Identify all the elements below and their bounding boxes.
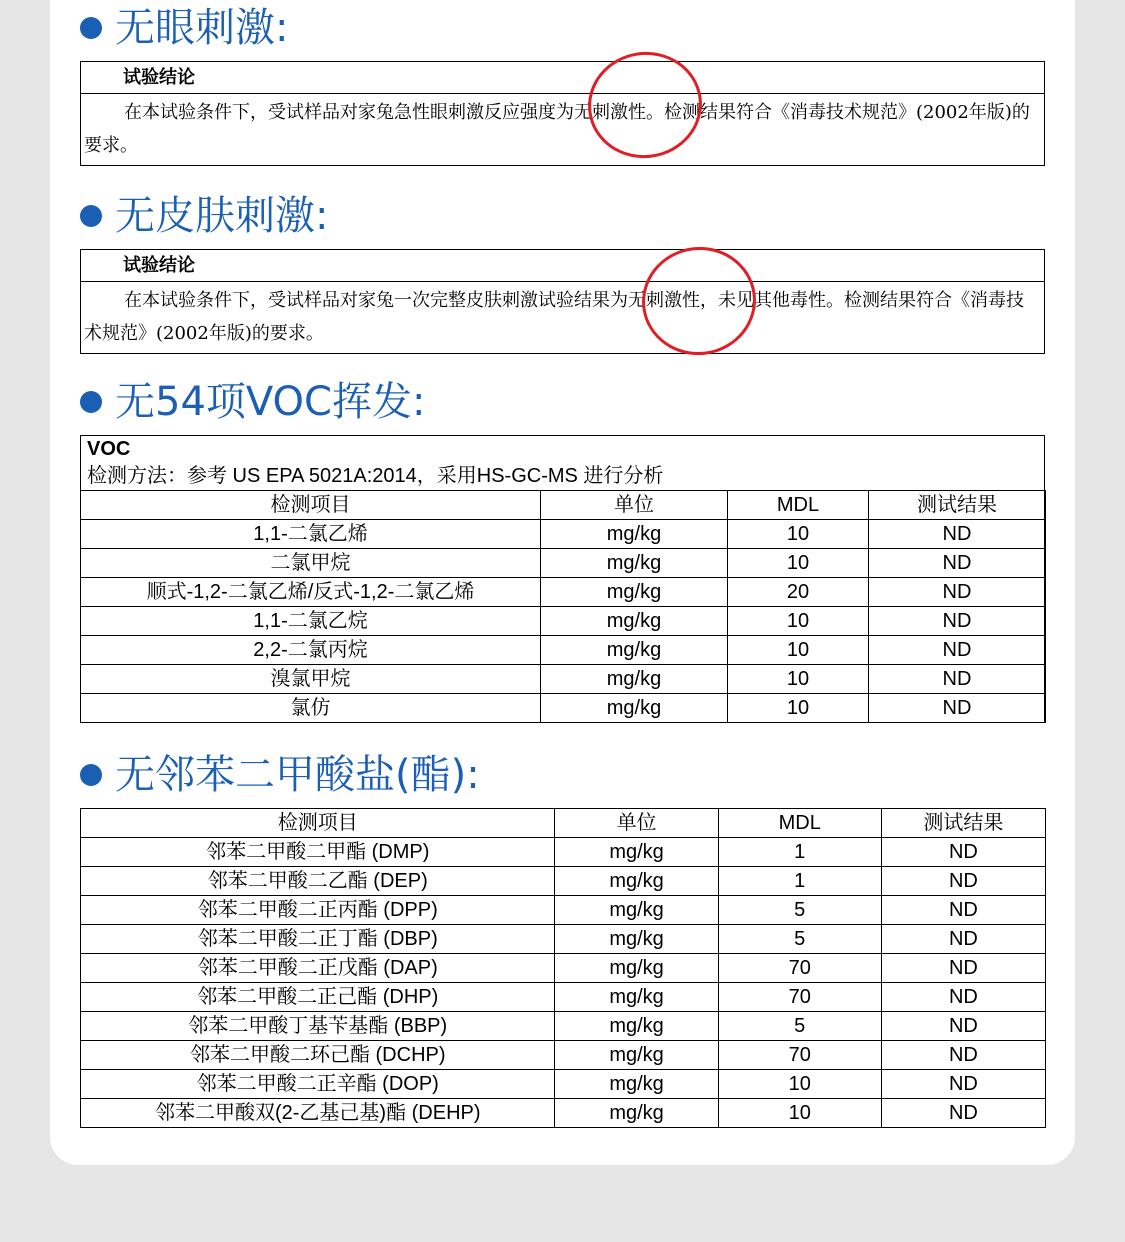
table-row	[81, 867, 1046, 896]
unit-cell: mg/kg	[541, 694, 728, 723]
mdl-cell: 1	[718, 838, 881, 867]
item-name-cell: 邻苯二甲酸二正丙酯 (DPP)	[81, 896, 555, 925]
table-row	[81, 838, 1046, 867]
result-cell: ND	[881, 1041, 1045, 1070]
mdl-cell: 10	[728, 694, 869, 723]
table-row	[81, 665, 1046, 694]
result-cell: ND	[869, 694, 1046, 723]
result-cell: ND	[869, 607, 1046, 636]
mdl-cell: 10	[728, 520, 869, 549]
mdl-cell: 10	[728, 607, 869, 636]
item-name-cell: 邻苯二甲酸二正戊酯 (DAP)	[81, 954, 555, 983]
unit-cell: mg/kg	[541, 607, 728, 636]
mdl-cell: 10	[728, 636, 869, 665]
table-row	[81, 954, 1046, 983]
item-name-cell: 氯仿	[81, 694, 541, 723]
unit-cell: mg/kg	[555, 838, 718, 867]
table-row	[81, 1041, 1046, 1070]
unit-cell: mg/kg	[541, 665, 728, 694]
table-row	[81, 694, 1046, 723]
skin-box-title: 试验结论	[81, 250, 1044, 282]
unit-cell: mg/kg	[541, 636, 728, 665]
mdl-cell: 20	[728, 578, 869, 607]
table-row	[81, 520, 1046, 549]
eye-heading-text: 无眼刺激:	[115, 5, 289, 51]
eye-conclusion-text: 在本试验条件下，受试样品对家兔急性眼刺激反应强度为无刺激性。检测结果符合《消毒技术规范》(2002年版)的要求。	[84, 102, 1030, 156]
mdl-cell: 1	[718, 867, 881, 896]
result-cell: ND	[869, 549, 1046, 578]
table-row	[81, 925, 1046, 954]
skin-irritation-heading	[80, 191, 328, 241]
result-cell: ND	[869, 520, 1046, 549]
item-name-cell: 邻苯二甲酸二环己酯 (DCHP)	[81, 1041, 555, 1070]
unit-cell: mg/kg	[555, 983, 718, 1012]
mdl-cell: 10	[718, 1070, 881, 1099]
item-name-cell: 二氯甲烷	[81, 549, 541, 578]
item-name-cell: 邻苯二甲酸二甲酯 (DMP)	[81, 838, 555, 867]
mdl-cell: 5	[718, 925, 881, 954]
bullet-dot-icon	[80, 764, 102, 786]
table-row	[81, 1070, 1046, 1099]
phthalate-heading	[80, 750, 480, 800]
result-cell: ND	[881, 867, 1045, 896]
mdl-cell: 70	[718, 1041, 881, 1070]
result-cell: ND	[881, 1070, 1045, 1099]
item-name-cell: 2,2-二氯丙烷	[81, 636, 541, 665]
result-cell: ND	[869, 636, 1046, 665]
table-row	[81, 1099, 1046, 1128]
voc-title: VOC	[87, 438, 131, 460]
unit-cell: mg/kg	[541, 578, 728, 607]
skin-heading-text: 无皮肤刺激:	[115, 193, 329, 239]
table-row	[81, 1012, 1046, 1041]
voc-table	[80, 490, 1046, 723]
item-name-cell: 顺式-1,2-二氯乙烯/反式-1,2-二氯乙烯	[81, 578, 541, 607]
item-name-cell: 1,1-二氯乙烯	[81, 520, 541, 549]
item-name-cell: 1,1-二氯乙烷	[81, 607, 541, 636]
item-name-cell: 邻苯二甲酸二乙酯 (DEP)	[81, 867, 555, 896]
voc-heading	[80, 377, 425, 427]
result-cell: ND	[881, 983, 1045, 1012]
column-header: MDL	[718, 809, 881, 838]
unit-cell: mg/kg	[555, 1041, 718, 1070]
mdl-cell: 10	[728, 549, 869, 578]
column-header: MDL	[728, 491, 869, 520]
table-row	[81, 578, 1046, 607]
bullet-dot-icon	[80, 17, 102, 39]
unit-cell: mg/kg	[555, 896, 718, 925]
table-row	[81, 983, 1046, 1012]
result-cell: ND	[881, 925, 1045, 954]
unit-cell: mg/kg	[555, 867, 718, 896]
table-row	[81, 607, 1046, 636]
voc-table-box	[80, 435, 1045, 723]
result-cell: ND	[869, 665, 1046, 694]
phthalate-table-header-row	[81, 809, 1046, 838]
eye-irritation-heading	[80, 3, 288, 53]
table-row	[81, 896, 1046, 925]
unit-cell: mg/kg	[555, 925, 718, 954]
unit-cell: mg/kg	[541, 520, 728, 549]
table-row	[81, 549, 1046, 578]
unit-cell: mg/kg	[555, 954, 718, 983]
result-cell: ND	[881, 896, 1045, 925]
mdl-cell: 5	[718, 1012, 881, 1041]
unit-cell: mg/kg	[555, 1012, 718, 1041]
result-cell: ND	[881, 1099, 1045, 1128]
eye-box-title: 试验结论	[81, 62, 1044, 94]
item-name-cell: 邻苯二甲酸二正辛酯 (DOP)	[81, 1070, 555, 1099]
result-cell: ND	[881, 838, 1045, 867]
column-header: 检测项目	[81, 809, 555, 838]
skin-conclusion-text: 在本试验条件下，受试样品对家兔一次完整皮肤刺激试验结果为无刺激性，未见其他毒性。检测结果符合《消毒技术规范》(2002年版)的要求。	[84, 290, 1024, 344]
mdl-cell: 70	[718, 983, 881, 1012]
column-header: 检测项目	[81, 491, 541, 520]
result-cell: ND	[881, 1012, 1045, 1041]
phthalate-table	[80, 808, 1046, 1128]
column-header: 测试结果	[881, 809, 1045, 838]
item-name-cell: 邻苯二甲酸二正己酯 (DHP)	[81, 983, 555, 1012]
result-cell: ND	[869, 578, 1046, 607]
column-header: 测试结果	[869, 491, 1046, 520]
mdl-cell: 70	[718, 954, 881, 983]
unit-cell: mg/kg	[555, 1070, 718, 1099]
item-name-cell: 溴氯甲烷	[81, 665, 541, 694]
unit-cell: mg/kg	[555, 1099, 718, 1128]
mdl-cell: 10	[718, 1099, 881, 1128]
phthalate-table-box	[80, 808, 1046, 1128]
bullet-dot-icon	[80, 391, 102, 413]
mdl-cell: 5	[718, 896, 881, 925]
mdl-cell: 10	[728, 665, 869, 694]
result-cell: ND	[881, 954, 1045, 983]
eye-conclusion-box	[80, 61, 1045, 166]
item-name-cell: 邻苯二甲酸二正丁酯 (DBP)	[81, 925, 555, 954]
table-row	[81, 636, 1046, 665]
item-name-cell: 邻苯二甲酸丁基苄基酯 (BBP)	[81, 1012, 555, 1041]
column-header: 单位	[555, 809, 718, 838]
bullet-dot-icon	[80, 205, 102, 227]
unit-cell: mg/kg	[541, 549, 728, 578]
skin-conclusion-box	[80, 249, 1045, 354]
column-header: 单位	[541, 491, 728, 520]
phthalate-heading-text: 无邻苯二甲酸盐(酯):	[115, 752, 480, 798]
voc-table-header-row	[81, 491, 1046, 520]
item-name-cell: 邻苯二甲酸双(2-乙基己基)酯 (DEHP)	[81, 1099, 555, 1128]
voc-heading-text: 无54项VOC挥发:	[115, 379, 426, 425]
voc-method: 检测方法：参考 US EPA 5021A:2014，采用HS-GC-MS 进行分析	[87, 465, 664, 487]
